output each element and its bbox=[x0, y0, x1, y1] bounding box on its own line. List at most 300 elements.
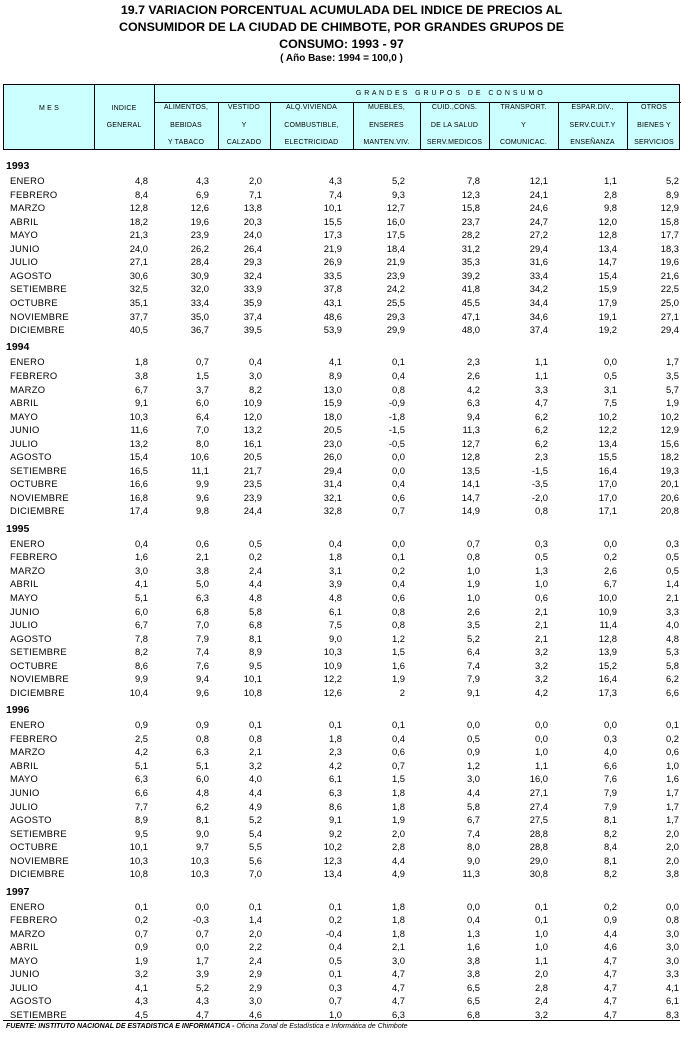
table-row bbox=[0, 867, 683, 881]
value-cell: 2,4 bbox=[248, 954, 262, 966]
value-cell: 0,1 bbox=[328, 900, 342, 912]
value-cell: 5,7 bbox=[665, 383, 679, 395]
value-cell: 2,8 bbox=[603, 188, 617, 200]
value-cell: 6,5 bbox=[466, 981, 480, 993]
month-cell: AGOSTO bbox=[10, 995, 52, 1007]
table-row bbox=[0, 900, 683, 914]
value-cell: 2,1 bbox=[195, 551, 209, 563]
value-cell: 18,2 bbox=[660, 451, 679, 463]
value-cell: 7,4 bbox=[466, 659, 480, 671]
value-cell: 5,8 bbox=[466, 800, 480, 812]
value-cell: 33,4 bbox=[190, 296, 209, 308]
value-cell: 2,6 bbox=[466, 605, 480, 617]
value-cell: 15,8 bbox=[461, 202, 480, 214]
value-cell: 0,2 bbox=[328, 914, 342, 926]
month-cell: SETIEMBRE bbox=[10, 646, 67, 658]
value-cell: 6,9 bbox=[195, 188, 209, 200]
value-cell: 0,4 bbox=[134, 537, 148, 549]
value-cell: 26,4 bbox=[243, 242, 262, 254]
value-cell: 0,1 bbox=[248, 900, 262, 912]
value-cell: 2,1 bbox=[391, 941, 405, 953]
value-cell: 18,3 bbox=[660, 242, 679, 254]
value-cell: 4,4 bbox=[391, 854, 405, 866]
value-cell: -0,3 bbox=[192, 914, 209, 926]
value-cell: 3,8 bbox=[195, 564, 209, 576]
value-cell: 4,1 bbox=[134, 578, 148, 590]
value-cell: 4,3 bbox=[195, 995, 209, 1007]
value-cell: 48,0 bbox=[461, 324, 480, 336]
value-cell: 9,0 bbox=[466, 854, 480, 866]
header-text: Y TABACO bbox=[167, 139, 205, 147]
value-cell: 3,9 bbox=[195, 968, 209, 980]
header-text: ESPAR.DIV., bbox=[571, 104, 614, 112]
value-cell: 0,0 bbox=[195, 900, 209, 912]
value-cell: 26,0 bbox=[323, 451, 342, 463]
value-cell: 10,1 bbox=[129, 841, 148, 853]
table-row bbox=[0, 618, 683, 632]
value-cell: 2,0 bbox=[665, 854, 679, 866]
year-label: 1995 bbox=[6, 522, 30, 535]
month-cell: FEBRERO bbox=[10, 732, 58, 744]
header-text: DE LA SALUD bbox=[430, 121, 479, 129]
value-cell: 5,6 bbox=[248, 854, 262, 866]
value-cell: 0,7 bbox=[466, 537, 480, 549]
value-cell: 24,0 bbox=[129, 242, 148, 254]
value-cell: 13,9 bbox=[598, 646, 617, 658]
value-cell: 0,0 bbox=[665, 900, 679, 912]
value-cell: 11,3 bbox=[462, 868, 480, 880]
value-cell: 37,4 bbox=[243, 310, 262, 322]
month-cell: ABRIL bbox=[10, 397, 39, 409]
value-cell: 7,9 bbox=[466, 673, 480, 685]
value-cell: 12,8 bbox=[598, 632, 617, 644]
table-bottom-rule bbox=[3, 1020, 680, 1021]
value-cell: -3,5 bbox=[531, 478, 548, 490]
value-cell: 2,1 bbox=[665, 592, 679, 603]
value-cell: 4,5 bbox=[134, 1009, 148, 1020]
month-cell: NOVIEMBRE bbox=[10, 310, 69, 322]
value-cell: 2,4 bbox=[534, 995, 548, 1007]
month-cell: JUNIO bbox=[10, 968, 40, 980]
value-cell: 15,5 bbox=[598, 451, 617, 463]
value-cell: 8,1 bbox=[195, 814, 209, 826]
value-cell: 0,5 bbox=[603, 369, 617, 381]
value-cell: 27,1 bbox=[660, 310, 679, 322]
value-cell: 23,9 bbox=[190, 229, 209, 241]
value-cell: 0,7 bbox=[134, 927, 148, 939]
value-cell: 1,0 bbox=[534, 578, 548, 590]
value-cell: 33,5 bbox=[323, 269, 342, 281]
value-cell: 3,0 bbox=[248, 369, 262, 381]
value-cell: 8,1 bbox=[248, 632, 262, 644]
value-cell: 9,3 bbox=[391, 188, 405, 200]
value-cell: 2,9 bbox=[248, 968, 262, 980]
value-cell: 0,1 bbox=[391, 719, 405, 731]
value-cell: 9,6 bbox=[195, 686, 209, 698]
value-cell: 17,0 bbox=[598, 478, 617, 490]
value-cell: 13,2 bbox=[129, 437, 148, 449]
value-cell: 17,3 bbox=[323, 229, 342, 241]
value-cell: 0,6 bbox=[534, 592, 548, 603]
value-cell: 12,3 bbox=[323, 854, 342, 866]
value-cell: 16,8 bbox=[129, 491, 148, 503]
value-cell: 6,8 bbox=[248, 619, 262, 631]
value-cell: 2,0 bbox=[248, 927, 262, 939]
month-cell: MARZO bbox=[10, 202, 46, 214]
value-cell: 2,8 bbox=[534, 981, 548, 993]
value-cell: 20,5 bbox=[323, 424, 342, 436]
value-cell: 24,4 bbox=[243, 505, 262, 517]
month-cell: ENERO bbox=[10, 356, 45, 368]
month-cell: MAYO bbox=[10, 773, 39, 785]
value-cell: 8,9 bbox=[328, 369, 342, 381]
value-cell: 29,3 bbox=[386, 310, 405, 322]
value-cell: 13,4 bbox=[323, 868, 342, 880]
value-cell: 4,9 bbox=[248, 800, 262, 812]
value-cell: 1,5 bbox=[391, 773, 405, 785]
value-cell: 1,8 bbox=[391, 900, 405, 912]
value-cell: 2,8 bbox=[391, 841, 405, 853]
header-text: Y bbox=[521, 121, 526, 129]
value-cell: 0,3 bbox=[603, 732, 617, 744]
value-cell: 20,6 bbox=[660, 491, 679, 503]
month-cell: ENERO bbox=[10, 537, 45, 549]
value-cell: 0,1 bbox=[391, 356, 405, 368]
value-cell: 4,6 bbox=[603, 941, 617, 953]
value-cell: 7,8 bbox=[466, 175, 480, 186]
month-cell: AGOSTO bbox=[10, 269, 52, 281]
value-cell: 37,7 bbox=[129, 310, 148, 322]
value-cell: 3,3 bbox=[534, 383, 548, 395]
month-cell: AGOSTO bbox=[10, 632, 52, 644]
value-cell: 10,9 bbox=[323, 659, 342, 671]
value-cell: 53,9 bbox=[323, 324, 342, 336]
value-cell: 4,1 bbox=[328, 356, 342, 368]
value-cell: 12,0 bbox=[598, 215, 617, 227]
table-row bbox=[0, 913, 683, 927]
month-cell: SETIEMBRE bbox=[10, 1009, 67, 1020]
table-row bbox=[0, 269, 683, 283]
value-cell: 6,5 bbox=[466, 995, 480, 1007]
month-cell: OCTUBRE bbox=[10, 841, 58, 853]
value-cell: 10,9 bbox=[598, 605, 617, 617]
value-cell: 34,6 bbox=[529, 310, 548, 322]
value-cell: 8,3 bbox=[665, 1009, 679, 1020]
value-cell: 14,1 bbox=[461, 478, 480, 490]
value-cell: 0,5 bbox=[248, 537, 262, 549]
group-title: G R A N D E S G R U P O S D E C O N S U M O bbox=[355, 89, 544, 97]
month-cell: MAYO bbox=[10, 410, 39, 422]
value-cell: 21,9 bbox=[386, 256, 405, 268]
value-cell: 1,8 bbox=[391, 927, 405, 939]
value-cell: 6,1 bbox=[328, 773, 342, 785]
value-cell: 9,9 bbox=[195, 478, 209, 490]
value-cell: 1,0 bbox=[665, 759, 679, 771]
month-cell: JULIO bbox=[10, 256, 39, 268]
value-cell: 1,1 bbox=[534, 356, 548, 368]
value-cell: 6,6 bbox=[665, 686, 679, 698]
value-cell: 11,1 bbox=[191, 464, 209, 476]
value-cell: 7,0 bbox=[195, 619, 209, 631]
value-cell: 23,7 bbox=[461, 215, 480, 227]
table-row bbox=[0, 927, 683, 941]
month-cell: JUNIO bbox=[10, 242, 40, 254]
value-cell: 0,9 bbox=[195, 719, 209, 731]
value-cell: 0,9 bbox=[134, 719, 148, 731]
value-cell: -0,4 bbox=[325, 927, 342, 939]
value-cell: 0,1 bbox=[534, 900, 548, 912]
value-cell: 3,0 bbox=[248, 995, 262, 1007]
value-cell: 4,4 bbox=[248, 578, 262, 590]
table-row bbox=[0, 491, 683, 505]
value-cell: 0,6 bbox=[195, 537, 209, 549]
value-cell: 0,2 bbox=[603, 551, 617, 563]
value-cell: 0,3 bbox=[328, 981, 342, 993]
value-cell: 6,3 bbox=[134, 773, 148, 785]
value-cell: 35,1 bbox=[129, 296, 148, 308]
table-row bbox=[0, 369, 683, 383]
value-cell: 5,1 bbox=[195, 759, 209, 771]
value-cell: 27,4 bbox=[529, 800, 548, 812]
value-cell: 24,1 bbox=[529, 188, 548, 200]
table-row bbox=[0, 188, 683, 202]
value-cell: 11,4 bbox=[599, 619, 617, 631]
value-cell: 2,3 bbox=[534, 451, 548, 463]
table-row bbox=[0, 174, 683, 188]
table-row bbox=[0, 759, 683, 773]
table-row bbox=[0, 840, 683, 854]
value-cell: 4,1 bbox=[665, 981, 679, 993]
table-row bbox=[0, 786, 683, 800]
value-cell: 32,0 bbox=[190, 283, 209, 295]
value-cell: 0,0 bbox=[534, 719, 548, 731]
value-cell: 2,1 bbox=[534, 605, 548, 617]
value-cell: 3,9 bbox=[328, 578, 342, 590]
value-cell: 2,1 bbox=[534, 632, 548, 644]
value-cell: 0,8 bbox=[665, 914, 679, 926]
value-cell: 21,3 bbox=[129, 229, 148, 241]
value-cell: 47,1 bbox=[461, 310, 480, 322]
value-cell: 7,9 bbox=[603, 786, 617, 798]
header-text: ELECTRICIDAD bbox=[284, 139, 339, 147]
table-row bbox=[0, 383, 683, 397]
value-cell: 8,6 bbox=[134, 659, 148, 671]
value-cell: 1,0 bbox=[466, 592, 480, 603]
table-row bbox=[0, 854, 683, 868]
value-cell: 27,5 bbox=[529, 814, 548, 826]
value-cell: 14,9 bbox=[461, 505, 480, 517]
value-cell: 0,0 bbox=[391, 464, 405, 476]
table-row bbox=[0, 296, 683, 310]
value-cell: 0,4 bbox=[328, 941, 342, 953]
month-cell: FEBRERO bbox=[10, 551, 58, 563]
value-cell: 3,8 bbox=[466, 954, 480, 966]
value-cell: 6,7 bbox=[134, 383, 148, 395]
month-cell: JULIO bbox=[10, 981, 39, 993]
value-cell: 0,8 bbox=[391, 383, 405, 395]
value-cell: 4,8 bbox=[195, 786, 209, 798]
value-cell: -0,9 bbox=[388, 397, 405, 409]
value-cell: 0,0 bbox=[466, 719, 480, 731]
value-cell: 7,9 bbox=[195, 632, 209, 644]
value-cell: 9,1 bbox=[328, 814, 342, 826]
value-cell: 0,4 bbox=[391, 478, 405, 490]
value-cell: 8,9 bbox=[665, 188, 679, 200]
col-header-indice-general bbox=[94, 99, 154, 135]
table-row bbox=[0, 215, 683, 229]
value-cell: 6,6 bbox=[603, 759, 617, 771]
table-row bbox=[0, 355, 683, 369]
value-cell: 7,5 bbox=[328, 619, 342, 631]
value-cell: 2,1 bbox=[248, 746, 262, 758]
month-cell: MAYO bbox=[10, 592, 39, 603]
value-cell: 29,4 bbox=[323, 464, 342, 476]
value-cell: 12,6 bbox=[190, 202, 209, 214]
value-cell: 37,4 bbox=[529, 324, 548, 336]
value-cell: 0,2 bbox=[391, 564, 405, 576]
value-cell: 1,9 bbox=[466, 578, 480, 590]
value-cell: 3,2 bbox=[248, 759, 262, 771]
value-cell: 36,7 bbox=[190, 324, 209, 336]
value-cell: 0,8 bbox=[466, 551, 480, 563]
header-text: SERV.CULT.Y bbox=[569, 121, 616, 129]
header-text: MANTEN.VIV. bbox=[363, 139, 410, 147]
value-cell: 2,5 bbox=[134, 732, 148, 744]
month-cell: OCTUBRE bbox=[10, 659, 58, 671]
value-cell: 4,4 bbox=[603, 927, 617, 939]
value-cell: 5,4 bbox=[248, 827, 262, 839]
table-row bbox=[0, 605, 683, 619]
table-row bbox=[0, 659, 683, 673]
table-row bbox=[0, 632, 683, 646]
header-text: ENSERES bbox=[369, 121, 404, 129]
value-cell: 7,4 bbox=[328, 188, 342, 200]
header-text: MUEBLES, bbox=[368, 104, 405, 112]
value-cell: 48,6 bbox=[323, 310, 342, 322]
value-cell: 3,8 bbox=[665, 868, 679, 880]
value-cell: 25,0 bbox=[660, 296, 679, 308]
value-cell: 4,7 bbox=[603, 954, 617, 966]
header-text: OTROS bbox=[641, 104, 667, 112]
value-cell: 1,8 bbox=[134, 356, 148, 368]
value-cell: 6,6 bbox=[134, 786, 148, 798]
value-cell: 0,6 bbox=[391, 746, 405, 758]
value-cell: 26,9 bbox=[323, 256, 342, 268]
value-cell: 8,9 bbox=[134, 814, 148, 826]
value-cell: 0,2 bbox=[665, 732, 679, 744]
month-cell: MAYO bbox=[10, 954, 39, 966]
value-cell: 0,8 bbox=[248, 732, 262, 744]
header-text: VESTIDO bbox=[227, 104, 261, 112]
value-cell: 1,9 bbox=[134, 954, 148, 966]
value-cell: 6,2 bbox=[534, 424, 548, 436]
value-cell: 6,2 bbox=[195, 800, 209, 812]
value-cell: 5,8 bbox=[248, 605, 262, 617]
col-header-group bbox=[627, 102, 681, 149]
value-cell: 9,0 bbox=[195, 827, 209, 839]
table-row bbox=[0, 967, 683, 981]
value-cell: 15,6 bbox=[660, 437, 679, 449]
value-cell: 6,3 bbox=[466, 397, 480, 409]
value-cell: 1,1 bbox=[534, 759, 548, 771]
title-line-1: 19.7 VARIACION PORCENTUAL ACUMULADA DEL INDICE DE PRECIOS AL bbox=[120, 3, 563, 17]
value-cell: 8,2 bbox=[603, 868, 617, 880]
month-cell: DICIEMBRE bbox=[10, 505, 65, 517]
value-cell: 10,3 bbox=[190, 854, 209, 866]
value-cell: 6,3 bbox=[328, 786, 342, 798]
value-cell: 1,5 bbox=[391, 646, 405, 658]
value-cell: 13,0 bbox=[323, 383, 342, 395]
table-row bbox=[0, 255, 683, 269]
value-cell: 20,1 bbox=[660, 478, 679, 490]
table-row bbox=[0, 577, 683, 591]
value-cell: 10,8 bbox=[129, 868, 148, 880]
value-cell: 4,7 bbox=[603, 995, 617, 1007]
header-text: BIENES Y bbox=[637, 121, 671, 129]
table-row bbox=[0, 504, 683, 518]
value-cell: 28,8 bbox=[529, 841, 548, 853]
value-cell: 12,6 bbox=[323, 686, 342, 698]
value-cell: 15,8 bbox=[660, 215, 679, 227]
value-cell: 14,7 bbox=[461, 491, 480, 503]
value-cell: 3,5 bbox=[466, 619, 480, 631]
value-cell: 15,4 bbox=[129, 451, 148, 463]
value-cell: 8,0 bbox=[195, 437, 209, 449]
value-cell: 11,3 bbox=[462, 424, 480, 436]
table-row bbox=[0, 940, 683, 954]
value-cell: -1,5 bbox=[531, 464, 548, 476]
value-cell: 6,0 bbox=[195, 397, 209, 409]
value-cell: 1,0 bbox=[466, 564, 480, 576]
value-cell: 29,9 bbox=[386, 324, 405, 336]
value-cell: 3,1 bbox=[328, 564, 342, 576]
month-cell: JULIO bbox=[10, 800, 39, 812]
value-cell: 2,6 bbox=[603, 564, 617, 576]
value-cell: 6,0 bbox=[195, 773, 209, 785]
value-cell: 4,3 bbox=[134, 995, 148, 1007]
value-cell: 6,7 bbox=[466, 814, 480, 826]
table-row bbox=[0, 800, 683, 814]
value-cell: 12,2 bbox=[598, 424, 617, 436]
month-cell: ENERO bbox=[10, 175, 45, 186]
value-cell: 7,7 bbox=[134, 800, 148, 812]
month-cell: SETIEMBRE bbox=[10, 464, 67, 476]
value-cell: 1,1 bbox=[534, 369, 548, 381]
value-cell: 3,0 bbox=[665, 941, 679, 953]
value-cell: 1,8 bbox=[391, 914, 405, 926]
title-line-3: CONSUMO: 1993 - 97 bbox=[279, 37, 404, 51]
value-cell: 9,0 bbox=[328, 632, 342, 644]
table-row bbox=[0, 564, 683, 578]
value-cell: 7,0 bbox=[195, 424, 209, 436]
table-header bbox=[3, 84, 680, 150]
value-cell: 5,2 bbox=[248, 814, 262, 826]
value-cell: 9,1 bbox=[134, 397, 148, 409]
value-cell: 1,9 bbox=[665, 397, 679, 409]
value-cell: 7,4 bbox=[466, 827, 480, 839]
table-row bbox=[0, 437, 683, 451]
header-text: GENERAL bbox=[106, 122, 142, 129]
value-cell: 1,8 bbox=[391, 800, 405, 812]
value-cell: 0,3 bbox=[665, 537, 679, 549]
value-cell: 4,4 bbox=[466, 786, 480, 798]
value-cell: 2,6 bbox=[466, 369, 480, 381]
value-cell: 1,5 bbox=[195, 369, 209, 381]
value-cell: 12,9 bbox=[660, 202, 679, 214]
header-text: COMUNICAC. bbox=[499, 139, 548, 147]
value-cell: 7,6 bbox=[603, 773, 617, 785]
value-cell: 41,8 bbox=[461, 283, 480, 295]
